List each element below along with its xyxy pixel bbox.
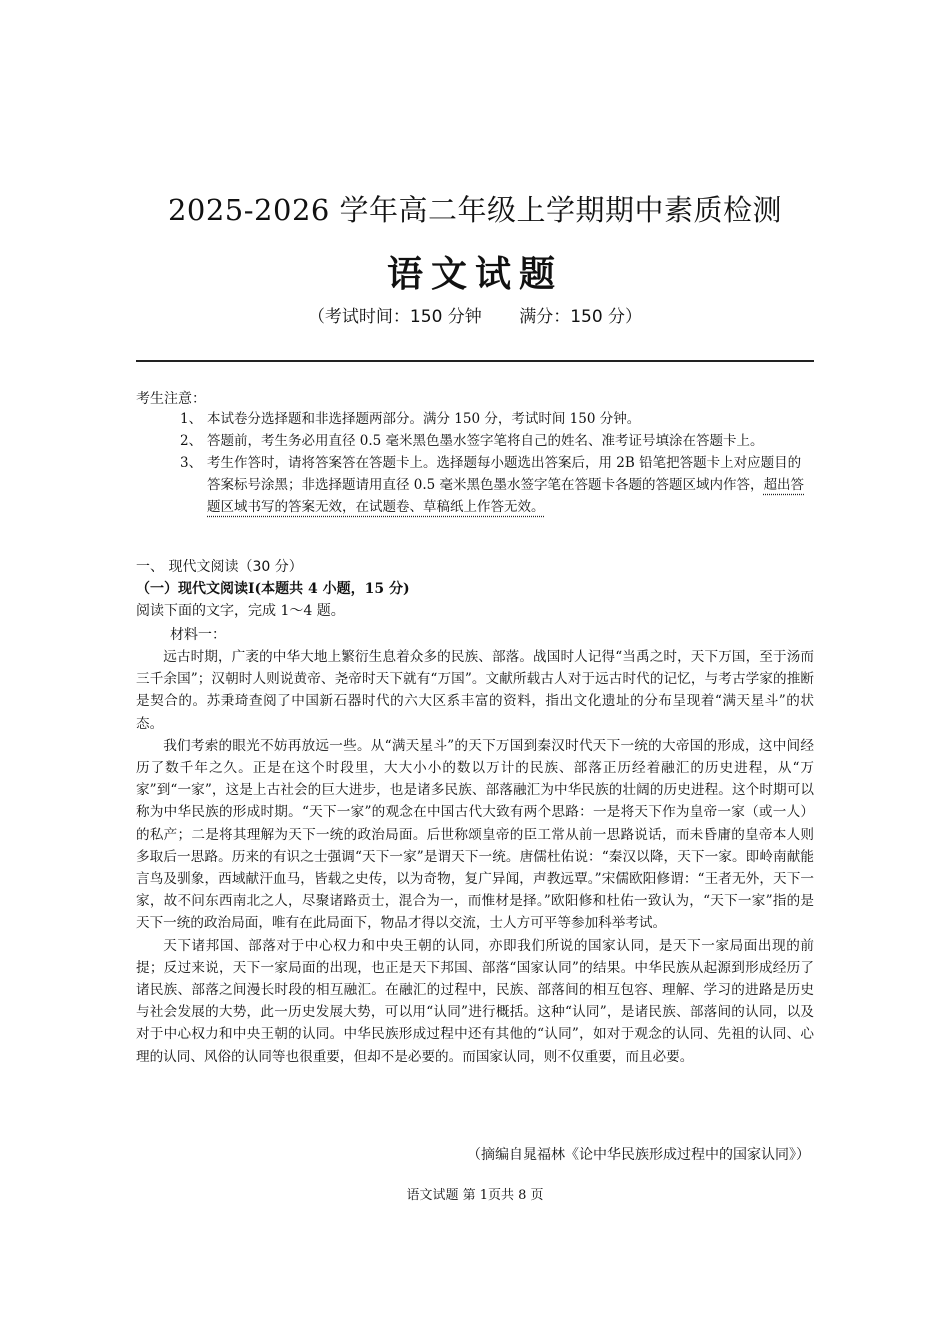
subject-title: 语文试题 xyxy=(386,253,563,295)
notice-number: 2、 xyxy=(180,433,203,449)
notice-number: 1、 xyxy=(180,411,203,427)
notice-text: 答题前，考生务必用直径 0.5 毫米黑色墨水签字笔将自己的姓名、准考证号填涂在答题卡上。 xyxy=(207,433,764,449)
exam-title: 2025-2026 学年高二年级上学期期中素质检测 xyxy=(167,193,783,227)
notice-item xyxy=(180,408,814,430)
exam-meta xyxy=(0,302,950,327)
notice-heading: 考生注意： xyxy=(136,391,206,407)
notice-text: 考生作答时，请将答案答在答题卡上。选择题每小题选出答案后，用 2B 铅笔把答题卡上对应题目的答案标号涂黑；非选择题请用直径 0.5 毫米黑色墨水签字笔在答题卡各题的答题区域内作答， xyxy=(207,455,802,493)
material-label: 材料一： xyxy=(170,627,226,643)
exam-time: （考试时间：150 分钟 xyxy=(307,307,482,327)
notice-item xyxy=(180,430,814,452)
notice-item xyxy=(180,452,814,518)
passage-paragraph: 远古时期，广袤的中华大地上繁衍生息着众多的民族、部落。战国时人记得“当禹之时，天下万国，至于汤而三千余国”；汉朝时人则说黄帝、尧帝时天下就有“万国”。文献所载古人对于远古时代的记忆，与考古学家的推断是契合的。苏秉琦查阅了中国新石器时代的六大区系丰富的资料，指出文化遗址的分布呈现着“满天星斗”的状态。 xyxy=(136,649,814,732)
passage-source: （摘编自晁福林《论中华民族形成过程中的国家认同》） xyxy=(467,1147,810,1163)
notice-emphasis: 超出答题区域书写的答案无效，在试题卷、草稿纸上作答无效。 xyxy=(207,477,805,515)
reading-passage xyxy=(136,646,814,1068)
notice-text: 本试卷分选择题和非选择题两部分。满分 150 分，考试时间 150 分钟。 xyxy=(207,411,641,427)
passage-paragraph: 我们考索的眼光不妨再放远一些。从“满天星斗”的天下万国到秦汉时代天下一统的大帝国的形成，这中间经历了数千年之久。正是在这个时段里，大大小小的数以万计的民族、部落正历经着融汇的历史进程，从“万家”到“一家”，这是上古社会的巨大进步，也是诸多民族、部落融汇为中华民族的壮阔的历史进程。这个时期可以称为中华民族的形成时期。“天下一家”的观念在中国古代大致有两个思路：一是将天下作为皇帝一家（或一人）的私产；二是将其理解为天下一统的政治局面。后世称颂皇帝的臣工常从前一思路说话，而未昏庸的皇帝本人则多取后一思路。历来的有识之士强调“天下一家”是谓天下一统。唐儒杜佑说：“秦汉以降，天下一家。即岭南献能言鸟及驯象，西域献汗血马，皆载之史传，以为奇物，复广异闻，声教远覃。”宋儒欧阳修谓：“王者无外，天下一家，故不问东西南北之人，尽聚诸路贡士，混合为一，而惟材是择。”欧阳修和杜佑一致认为，“天下一家”指的是天下一统的政治局面，唯有在此局面下，物品才得以交流，士人方可平等参加科举考试。 xyxy=(136,737,814,932)
reading-instruction: 阅读下面的文字，完成 1～4 题。 xyxy=(136,603,345,619)
section-heading: 一、 现代文阅读（30 分） xyxy=(136,559,303,575)
page-footer: 语文试题 第 1页共 8 页 xyxy=(406,1188,544,1203)
passage-paragraph: 天下诸邦国、部落对于中心权力和中央王朝的认同，亦即我们所说的国家认同，是天下一家局面出现的前提；反过来说，天下一家局面的出现，也正是天下邦国、部落“国家认同”的结果。中华民族从起源到形成经历了诸民族、部落之间漫长时段的相互融汇。在融汇的过程中，民族、部落间的相互包容、理解、学习的进路是历史与社会发展的大势，此一历史发展大势，可以用“认同”进行概括。这种“认同”，是诸民族、部落间的认同，以及对于中心权力和中央王朝的认同。中华民族形成过程中还有其他的“认同”，如对于观念的认同、先祖的认同、心理的认同、风俗的认同等也很重要，但却不是必要的。而国家认同，则不仅重要，而且必要。 xyxy=(136,937,814,1065)
notice-number: 3、 xyxy=(180,455,203,471)
notice-list xyxy=(180,408,814,518)
exam-score: 满分：150 分） xyxy=(519,307,643,327)
header-divider xyxy=(136,360,814,362)
subsection-heading: （一）现代文阅读Ⅰ(本题共 4 小题，15 分) xyxy=(136,581,410,597)
